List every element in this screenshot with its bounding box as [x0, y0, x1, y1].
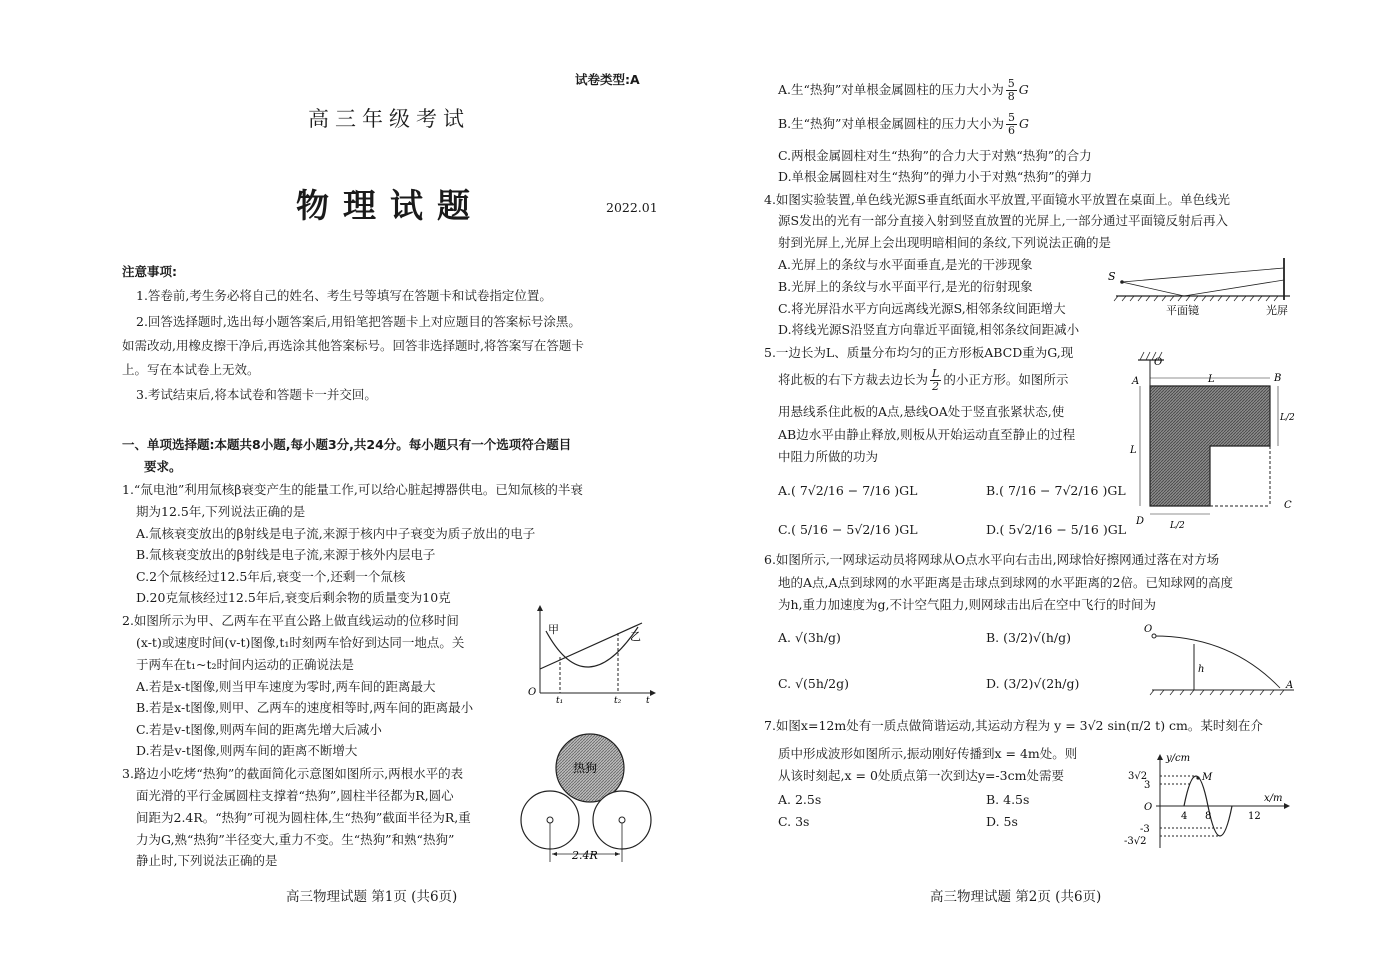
q2-stem-end: 于两车在t₁~t₂时间内运动的正确说法是 [136, 657, 355, 672]
q3-hotdog-figure [520, 732, 660, 867]
q4-label-s: S [1108, 270, 1116, 283]
q5-label-a: A [1132, 376, 1140, 387]
q7-option-c: C. 3s [778, 814, 810, 829]
q6-option-c: C. √(5h/2g) [778, 676, 849, 691]
q5-stem-3: 用悬线系住此板的A点,悬线OA处于竖直张紧状态,使 [778, 404, 1065, 419]
q5-label-half-bottom: L/2 [1170, 521, 1185, 531]
q4-stem-2: 源S发出的光有一部分直接入射到竖直放置的光屏上,一部分通过平面镜反射后再入 [778, 213, 1229, 228]
notice-heading: 注意事项: [122, 264, 177, 279]
q3-option-a: A.生“热狗”对单根金属圆柱的压力大小为 $\frac{5}{8}$ G [778, 77, 1029, 103]
q4-option-b: B.光屏上的条纹与水平面平行,是光的衍射现象 [778, 279, 1033, 294]
q1-option-d: D.20克氚核经过12.5年后,衰变后剩余物的质量变为10克 [136, 590, 451, 605]
q5-stem-5: 中阻力所做的功为 [778, 449, 879, 464]
q2-label-t2: t₂ [614, 696, 622, 705]
q5-label-o: O [1154, 357, 1163, 368]
q3-stem-3: 间距为2.4R。“热狗”可视为圆柱体,生“热狗”截面半径为R,重 [136, 810, 471, 825]
q1-option-c: C.2个氚核经过12.5年后,衰变一个,还剩一个氚核 [136, 569, 406, 584]
q5-label-c: C [1284, 500, 1292, 511]
q6-option-d: D. (3/2)√(2h/g) [986, 676, 1080, 691]
q2-stem-cont: (x-t)或速度时间(v-t)图像,t₁时刻两车恰好到达同一地点。关 [136, 635, 465, 650]
q4-interference-figure [1104, 256, 1300, 320]
q6-label-o: O [1144, 624, 1153, 635]
q6-label-a: A [1286, 680, 1294, 691]
q7-stem-2: 质中形成波形如图所示,振动刚好传播到x = 4m处。则 [778, 746, 1078, 761]
q5-option-d: D.( 5√2/16 − 5/16 )GL [986, 522, 1127, 537]
q1-option-a: A.氚核衰变放出的β射线是电子流,来源于核内中子衰变为质子放出的电子 [136, 526, 536, 541]
q7-label-3: 3 [1144, 780, 1151, 791]
page-title: 物理试题 [296, 186, 484, 225]
notice-2-cont: 如需改动,用橡皮擦干净后,再选涂其他答案标号。回答非选择题时,将答案写在答题卡 [122, 338, 584, 353]
q6-stem-3: 为h,重力加速度为g,不计空气阻力,则网球击出后在空中飞行的时间为 [778, 597, 1156, 612]
q4-label-screen: 光屏 [1266, 304, 1288, 317]
q3-label-hotdog: 热狗 [573, 761, 598, 775]
q7-label-m3r2: -3√2 [1124, 836, 1147, 847]
q2-label-jia: 甲 [548, 623, 559, 636]
q3-stem-2: 面光滑的平行金属圆柱支撑着“热狗”,圆柱半径都为R,圆心 [136, 788, 454, 803]
q1-option-b: B.氚核衰变放出的β射线是电子流,来源于核外内层电子 [136, 547, 436, 562]
q5-label-l-left: L [1130, 445, 1137, 456]
q5-option-a: A.( 7√2/16 − 7/16 )GL [778, 483, 918, 498]
q2-option-a: A.若是x-t图像,则当甲车速度为零时,两车间的距离最大 [136, 679, 436, 694]
q4-stem: 4.如图实验装置,单色线光源S垂直纸面水平放置,平面镜水平放置在桌面上。单色线光 [764, 192, 1230, 207]
q3-option-b: B.生“热狗”对单根金属圆柱的压力大小为 $\frac{5}{6}$ G [778, 111, 1029, 137]
q7-option-b: B. 4.5s [986, 792, 1030, 807]
q7-label-m: M [1202, 772, 1213, 783]
q5-stem-2: 将此板的右下方裁去边长为 $\frac{L}{2}$ 的小正方形。如图所示 [778, 367, 1069, 393]
q5-stem-4: AB边水平由静止释放,则板从开始运动直至静止的过程 [778, 427, 1076, 442]
q6-option-a: A. √(3h/g) [778, 630, 841, 645]
q3-stem: 3.路边小吃烤“热狗”的截面简化示意图如图所示,两根水平的表 [122, 766, 464, 781]
q7-label-origin: O [1144, 802, 1153, 813]
q7-label-y: y/cm [1166, 753, 1191, 764]
q5-option-b: B.( 7/16 − 7√2/16 )GL [986, 483, 1126, 498]
q7-stem: 7.如图x=12m处有一质点做简谐运动,其运动方程为 y = 3√2 sin(π/2 t) cm。某时刻在介 [764, 718, 1263, 733]
q5-plate-figure [1128, 348, 1300, 538]
q5-label-l-top: L [1208, 374, 1215, 385]
q4-stem-3: 射到光屏上,光屏上会出现明暗相间的条纹,下列说法正确的是 [778, 235, 1111, 250]
q3-stem-4: 力为G,熟“热狗”半径变大,重力不变。生“热狗”和熟“热狗” [136, 832, 455, 847]
q5-label-d: D [1136, 516, 1145, 527]
notice-2-end: 上。写在本试卷上无效。 [122, 362, 260, 377]
q2-label-yi: 乙 [630, 630, 641, 643]
notice-3: 3.考试结束后,将本试卷和答题卡一并交回。 [136, 387, 377, 402]
q7-wave-figure [1124, 752, 1294, 852]
q7-option-d: D. 5s [986, 814, 1018, 829]
notice-2: 2.回答选择题时,选出每小题答案后,用铅笔把答题卡上对应题目的答案标号涂黑。 [136, 314, 581, 329]
q2-label-t: t [646, 696, 650, 705]
q1-stem-cont: 期为12.5年,下列说法正确的是 [136, 504, 306, 519]
q7-stem-3: 从该时刻起,x = 0处质点第一次到达y=-3cm处需要 [778, 768, 1064, 783]
q4-option-a: A.光屏上的条纹与水平面垂直,是光的干涉现象 [778, 257, 1033, 272]
q6-option-b: B. (3/2)√(h/g) [986, 630, 1071, 645]
q6-stem: 6.如图所示,一网球运动员将网球从O点水平向右击出,网球恰好擦网通过落在对方场 [764, 552, 1220, 567]
q3-label-distance: 2.4R [572, 849, 598, 862]
section-1-heading: 一、单项选择题:本题共8小题,每小题3分,共24分。每小题只有一个选项符合题目 [122, 437, 572, 452]
q5-stem: 5.一边长为L、质量分布均匀的正方形板ABCD重为G,现 [764, 345, 1074, 360]
section-1-heading-cont: 要求。 [144, 459, 182, 474]
q3-stem-5: 静止时,下列说法正确的是 [136, 853, 278, 868]
q6-tennis-figure [1140, 620, 1300, 696]
q6-label-h: h [1198, 664, 1205, 675]
notice-1: 1.答卷前,考生务必将自己的姓名、考生号等填写在答题卡和试卷指定位置。 [136, 288, 552, 303]
q2-option-b: B.若是x-t图像,则甲、乙两车的速度相等时,两车间的距离最小 [136, 700, 474, 715]
q2-stem: 2.如图所示为甲、乙两车在平直公路上做直线运动的位移时间 [122, 613, 459, 628]
page-1-footer: 高三物理试题 第1页 (共6页) [286, 889, 458, 905]
q3-option-c: C.两根金属圆柱对生“热狗”的合力大于对熟“热狗”的合力 [778, 148, 1092, 163]
q7-label-3r2: 3√2 [1128, 771, 1148, 782]
q7-tick-4: 4 [1181, 811, 1188, 822]
q5-label-b: B [1274, 373, 1282, 384]
paper-type: 试卷类型:A [575, 72, 640, 87]
q2-label-t1: t₁ [556, 696, 564, 705]
q2-option-c: C.若是v-t图像,则两车间的距离先增大后减小 [136, 722, 382, 737]
page-2-footer: 高三物理试题 第2页 (共6页) [930, 889, 1102, 905]
q3-option-d: D.单根金属圆柱对生“热狗”的弹力小于对熟“热狗”的弹力 [778, 169, 1093, 184]
q4-option-d: D.将线光源S沿竖直方向靠近平面镜,相邻条纹间距减小 [778, 322, 1080, 337]
q4-label-mirror: 平面镜 [1166, 304, 1199, 317]
exam-name: 高三年级考试 [308, 107, 470, 131]
q2-label-origin: O [528, 687, 537, 698]
q6-stem-2: 地的A点,A点到球网的水平距离是击球点到球网的水平距离的2倍。已知球网的高度 [778, 575, 1233, 590]
q1-stem: 1.“氚电池”利用氚核β衰变产生的能量工作,可以给心脏起搏器供电。已知氚核的半衰 [122, 482, 583, 497]
q7-label-x: x/m [1264, 793, 1283, 804]
q5-option-c: C.( 5/16 − 5√2/16 )GL [778, 522, 918, 537]
q5-label-half-right: L/2 [1280, 413, 1295, 423]
q7-tick-12: 12 [1248, 811, 1261, 822]
q7-tick-8: 8 [1205, 811, 1212, 822]
q4-option-c: C.将光屏沿水平方向远离线光源S,相邻条纹间距增大 [778, 301, 1066, 316]
q2-option-d: D.若是v-t图像,则两车间的距离不断增大 [136, 743, 358, 758]
exam-date: 2022.01 [606, 200, 658, 215]
q7-option-a: A. 2.5s [778, 792, 822, 807]
q7-label-m3: -3 [1140, 824, 1150, 835]
q2-graph-figure [526, 605, 656, 705]
